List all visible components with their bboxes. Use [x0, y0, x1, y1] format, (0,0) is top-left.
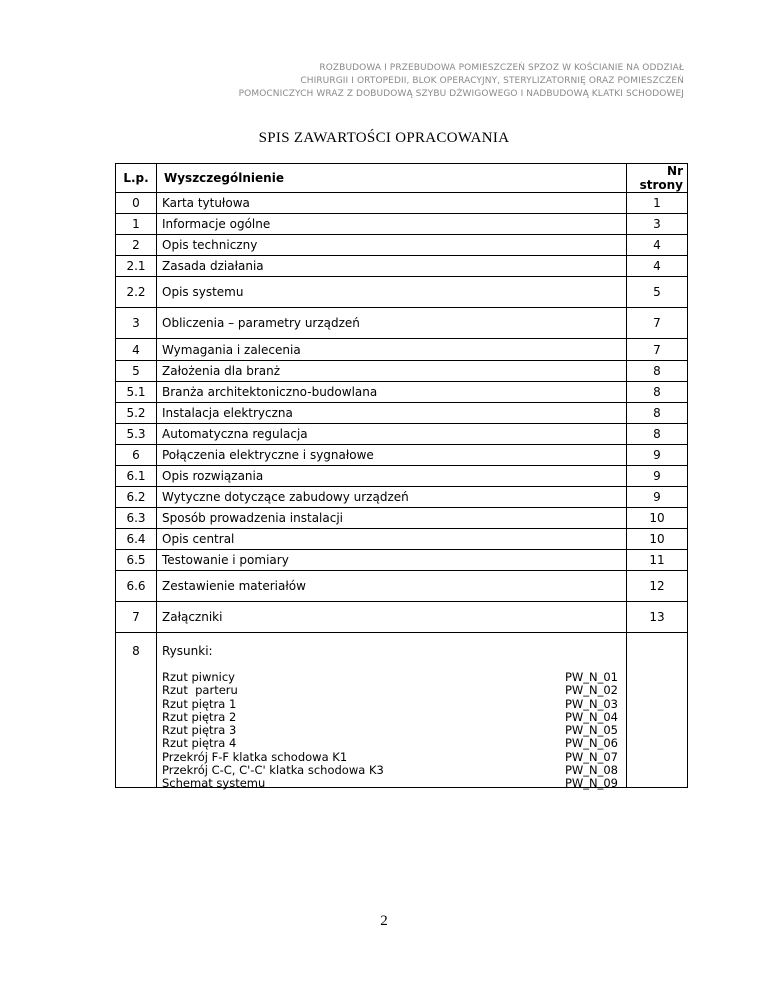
- page-title: SPIS ZAWARTOŚCI OPRACOWANIA: [258, 130, 510, 146]
- cell-lp: 6.2: [116, 487, 157, 508]
- cell-name: Opis central: [157, 529, 627, 550]
- cell-lp: 0: [116, 193, 157, 214]
- table-row: [116, 508, 688, 529]
- cell-name: Wymagania i zalecenia: [157, 339, 627, 361]
- drawing-name: Rzut piętra 3: [162, 723, 237, 738]
- cell-name: Załączniki: [157, 602, 627, 633]
- cell-lp: 2.1: [116, 256, 157, 277]
- drawing-code-list: [565, 671, 618, 791]
- cell-lp: 5.1: [116, 382, 157, 403]
- cell-name: Opis systemu: [157, 277, 627, 308]
- table-body: [116, 193, 688, 791]
- drawing-name: Rzut piwnicy: [162, 670, 235, 684]
- drawings-cell: [157, 633, 627, 791]
- cell-name: Sposób prowadzenia instalacji: [157, 508, 627, 529]
- cell-lp: 3: [116, 308, 157, 339]
- cell-page: 4: [627, 256, 688, 277]
- drawing-name: Rzut piętra 4: [162, 736, 237, 751]
- cell-lp: 6.6: [116, 571, 157, 602]
- cell-page: 9: [627, 466, 688, 487]
- cell-page: 1: [627, 193, 688, 214]
- cell-page: 7: [627, 339, 688, 361]
- table-row: [116, 361, 688, 382]
- header-line-2: CHIRURGII I ORTOPEDII, BLOK OPERACYJNY, STERYLIZATORNIĘ ORAZ POMIESZCZEŃ: [300, 76, 684, 86]
- drawings-row: [116, 633, 688, 788]
- drawing-code: PW_N_05: [564, 723, 618, 738]
- cell-name: Obliczenia – parametry urządzeń: [157, 308, 627, 339]
- table-row: [116, 308, 688, 339]
- table-row: [116, 214, 688, 235]
- header-line-3: POMOCNICZYCH WRAZ Z DOBUDOWĄ SZYBU DŹWIGOWEGO I NADBUDOWĄ KLATKI SCHODOWEJ: [238, 89, 684, 99]
- cell-page: [627, 633, 688, 788]
- cell-lp: 5: [116, 361, 157, 382]
- table-row: [116, 235, 688, 256]
- cell-page: 8: [627, 361, 688, 382]
- cell-page: 5: [627, 277, 688, 308]
- table-row: [116, 529, 688, 550]
- drawing-name: Przekrój C-C, C'-C' klatka schodowa K3: [162, 763, 384, 778]
- drawing-name: Rzut parteru: [162, 683, 238, 698]
- table-row: [116, 403, 688, 424]
- drawing-name: Rzut piętra 2: [162, 709, 237, 724]
- cell-page: 10: [627, 529, 688, 550]
- drawing-code: PW_N_06: [564, 736, 618, 751]
- drawing-name-list: [162, 671, 384, 791]
- table-row: [116, 193, 688, 214]
- cell-name: Informacje ogólne: [157, 214, 627, 235]
- cell-name: Testowanie i pomiary: [157, 550, 627, 571]
- cell-name: Założenia dla branż: [157, 361, 627, 382]
- document-header: [239, 62, 684, 101]
- cell-lp: 6: [116, 445, 157, 466]
- cell-page: 10: [627, 508, 688, 529]
- cell-page: 9: [627, 487, 688, 508]
- cell-name: Zestawienie materiałów: [157, 571, 627, 602]
- table-row: [116, 445, 688, 466]
- cell-page: 8: [627, 382, 688, 403]
- cell-lp: 1: [116, 214, 157, 235]
- drawings-label: Rysunki:: [162, 644, 213, 658]
- table-row: [116, 571, 688, 602]
- drawing-code: PW_N_04: [564, 709, 618, 724]
- table-row: [116, 466, 688, 487]
- cell-name: Instalacja elektryczna: [157, 403, 627, 424]
- cell-name: Wytyczne dotyczące zabudowy urządzeń: [157, 487, 627, 508]
- cell-page: 8: [627, 403, 688, 424]
- cell-name: Zasada działania: [157, 256, 627, 277]
- contents-table: [115, 163, 688, 791]
- cell-lp: 5.2: [116, 403, 157, 424]
- drawing-code: PW_N_03: [564, 696, 618, 711]
- table-row: [116, 256, 688, 277]
- cell-name: Karta tytułowa: [157, 193, 627, 214]
- cell-page: 3: [627, 214, 688, 235]
- table-row: [116, 550, 688, 571]
- cell-lp: 2.2: [116, 277, 157, 308]
- page-number: 2: [380, 913, 388, 929]
- drawing-code: PW_N_01: [564, 670, 618, 684]
- cell-lp: 5.3: [116, 424, 157, 445]
- cell-page: 13: [627, 602, 688, 633]
- drawing-name: Rzut piętra 1: [162, 696, 237, 711]
- cell-lp: 7: [116, 602, 157, 633]
- drawing-name: Przekrój F-F klatka schodowa K1: [162, 749, 348, 764]
- table-row: [116, 602, 688, 633]
- table-row: [116, 339, 688, 361]
- table-row: [116, 487, 688, 508]
- cell-page: 7: [627, 308, 688, 339]
- cell-name: Branża architektoniczno-budowlana: [157, 382, 627, 403]
- drawing-code: PW_N_07: [564, 749, 618, 764]
- cell-lp: 8: [116, 633, 157, 788]
- drawing-code: PW_N_02: [564, 683, 618, 698]
- cell-page: 8: [627, 424, 688, 445]
- cell-lp: 2: [116, 235, 157, 256]
- cell-page: 4: [627, 235, 688, 256]
- cell-name: Opis rozwiązania: [157, 466, 627, 487]
- cell-lp: 6.1: [116, 466, 157, 487]
- cell-page: 11: [627, 550, 688, 571]
- table-row: [116, 424, 688, 445]
- table-row: [116, 382, 688, 403]
- drawing-code: PW_N_09: [564, 776, 618, 791]
- cell-page: 12: [627, 571, 688, 602]
- header-name: Wyszczególnienie: [157, 164, 627, 193]
- table-header-row: [116, 164, 688, 193]
- cell-name: Połączenia elektryczne i sygnałowe: [157, 445, 627, 466]
- table-row: [116, 277, 688, 308]
- cell-lp: 6.5: [116, 550, 157, 571]
- header-page: Nr strony: [627, 164, 688, 193]
- cell-name: Opis techniczny: [157, 235, 627, 256]
- cell-page: 9: [627, 445, 688, 466]
- drawing-code: PW_N_08: [564, 763, 618, 778]
- cell-lp: 4: [116, 339, 157, 361]
- cell-name: Automatyczna regulacja: [157, 424, 627, 445]
- cell-lp: 6.4: [116, 529, 157, 550]
- cell-lp: 6.3: [116, 508, 157, 529]
- header-line-1: ROZBUDOWA I PRZEBUDOWA POMIESZCZEŃ SPZOZ W KOŚCIANIE NA ODDZIAŁ: [319, 63, 684, 73]
- drawing-name: Schemat systemu: [162, 776, 266, 791]
- header-lp: L.p.: [116, 164, 157, 193]
